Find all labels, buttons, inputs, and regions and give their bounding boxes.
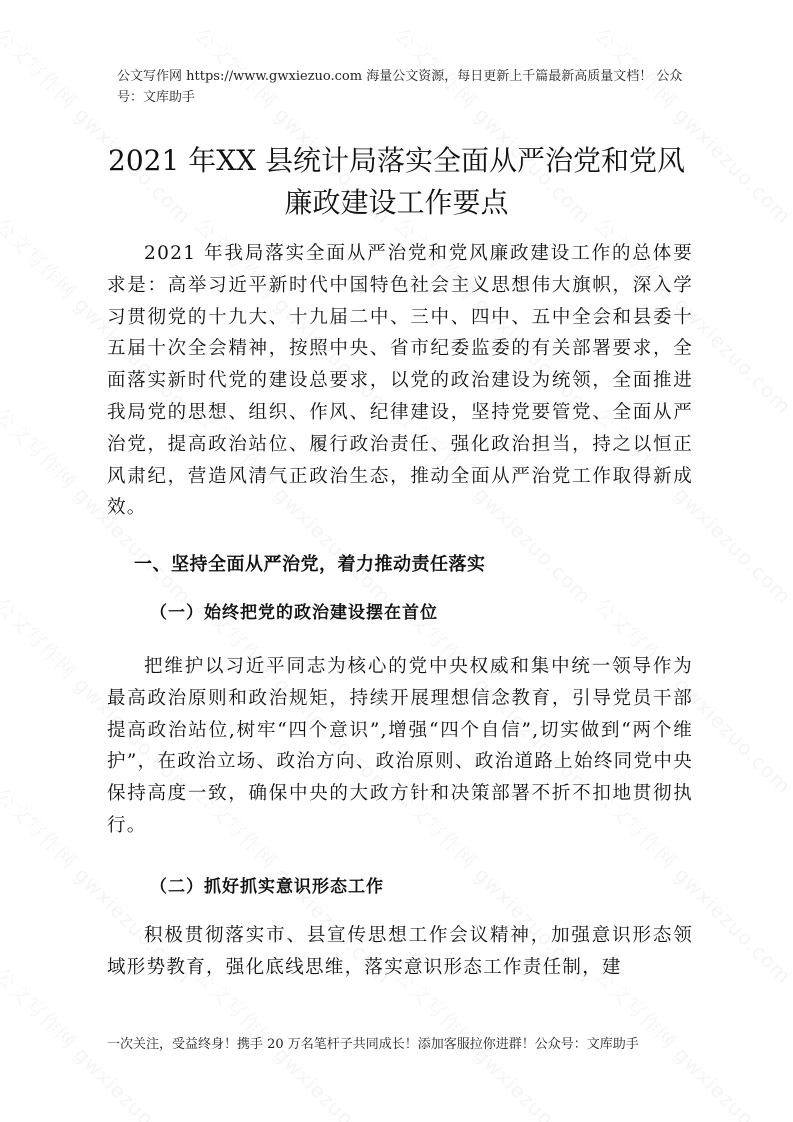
subsection-heading: （一）始终把党的政治建设摆在首位 bbox=[150, 603, 438, 623]
header-note: 公文写作网 https://www.gwxiezuo.com 海量公文资源，每日更新上千篇最新高质量文档！ 公众号：文库助手 bbox=[117, 69, 683, 105]
section-heading: 一、坚持全面从严治党，着力推动责任落实 bbox=[134, 554, 486, 575]
footer-note: 一次关注，受益终身！携手 20 万名笔杆子共同成长！添加客服拉你进群！公众号：文库助手 bbox=[107, 1037, 639, 1052]
subsection-paragraph: 积极贯彻落实市、县宣传思想工作会议精神，加强意识形态领域形势教育，强化底线思维，落实意识形态工作责任制，建 bbox=[107, 925, 693, 978]
subsection-paragraph: 把维护以习近平同志为核心的党中央权威和集中统一领导作为最高政治原则和政治规矩，持续开展理想信念教育，引导党员干部提高政治站位,树牢“四个意识”,增强“四个自信”,切实做到“两个维护”，在政治立场、政治方向、政治原则、政治道路上始终同党中央保持高度一致，确保中央的大政方针和决策部署不折不扣地贯彻执行。 bbox=[107, 656, 693, 836]
subsection-heading: （二）抓好抓实意识形态工作 bbox=[150, 877, 384, 897]
document-title: 2021 年XX 县统计局落实全面从严治党和党风廉政建设工作要点 bbox=[108, 144, 685, 219]
intro-paragraph: 2021 年我局落实全面从严治党和党风廉政建设工作的总体要求是：高举习近平新时代中国特色社会主义思想伟大旗帜，深入学习贯彻党的十九大、十九届二中、三中、四中、五中全会和县委十五届十次全会精神，按照中央、省市纪委监委的有关部署要求，全面落实新时代党的建设总要求，以党的政治建设为统领，全面推进我局党的思想、组织、作风、纪律建设，坚持党要管党、全面从严治党，提高政治站位、履行政治责任、强化政治担当，持之以恒正风肃纪，营造风清气正政治生态，推动全面从严治党工作取得新成效。 bbox=[107, 243, 693, 519]
